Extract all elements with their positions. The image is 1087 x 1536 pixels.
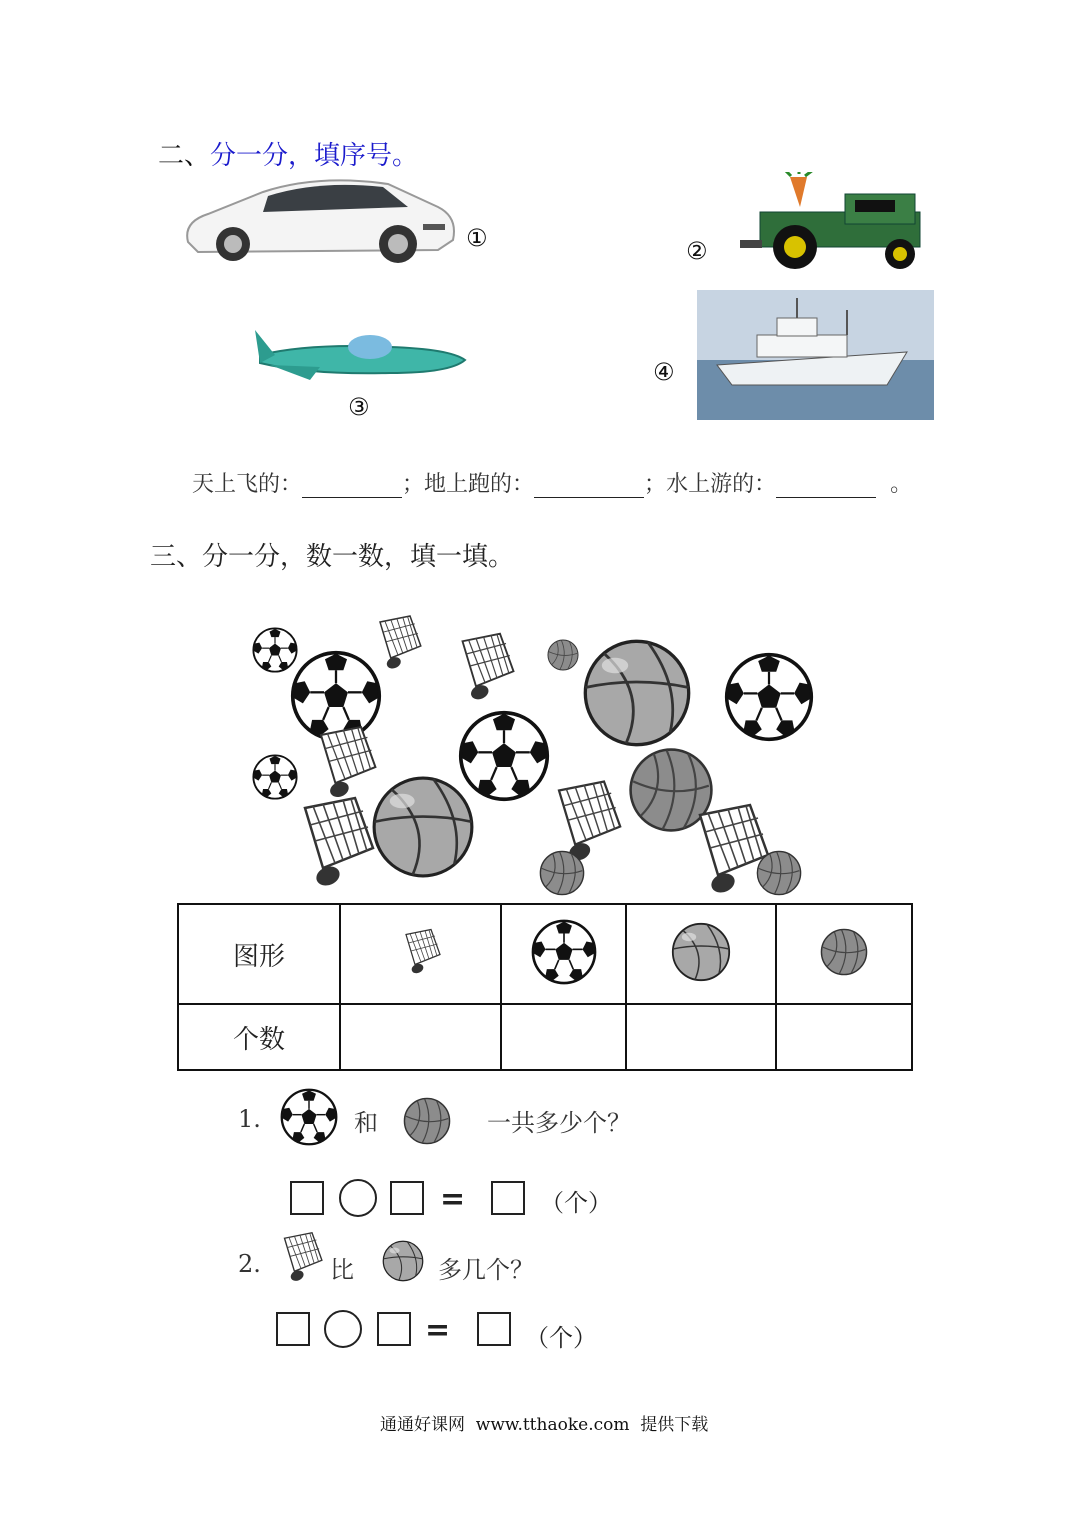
shuttlecock-icon (463, 634, 514, 702)
label-3: ③ (348, 393, 370, 421)
volleyball-icon (396, 1097, 458, 1145)
q2-equals: = (425, 1313, 451, 1348)
q1-answer-box[interactable] (491, 1181, 525, 1215)
section2-title: 二、分一分，填序号。 (158, 141, 419, 171)
shuttlecock-icon (305, 798, 373, 889)
table-row (178, 1004, 912, 1070)
plane-image (250, 325, 470, 385)
footer: 通通好课网 www.tthaoke.com 提供下载 (380, 1415, 709, 1435)
soccer-ball-icon (531, 919, 597, 985)
label-4: ④ (653, 358, 675, 386)
volleyball-icon (820, 922, 868, 982)
shuttlecock-icon (700, 805, 768, 896)
shuttlecock-icon (321, 727, 375, 800)
shuttlecock-count-cell[interactable] (340, 1004, 501, 1070)
shuttlecock-icon (559, 782, 620, 864)
basketball-icon (671, 922, 731, 982)
q2-number: 2. (238, 1250, 261, 1278)
soccer-count-cell[interactable] (501, 1004, 626, 1070)
soccer-ball-icon (280, 1088, 338, 1146)
q1-operand-box[interactable] (290, 1181, 324, 1215)
sky-answer-blank[interactable] (302, 475, 402, 498)
table-cell (626, 904, 776, 1004)
q1-operator-circle[interactable] (339, 1179, 377, 1217)
q1-question: 一共多少个？ (487, 1109, 631, 1137)
shuttlecock-icon (380, 616, 421, 671)
table-header-cell: 图形 (178, 904, 340, 1004)
basketball-icon (374, 778, 472, 876)
q2-question: 多几个？ (438, 1256, 534, 1284)
water-answer-blank[interactable] (776, 475, 876, 498)
basketball-icon (382, 1236, 424, 1286)
q2-answer-box[interactable] (477, 1312, 511, 1346)
volleyball-icon (757, 851, 800, 894)
land-answer-blank[interactable] (534, 475, 644, 498)
soccer-ball-icon (253, 755, 296, 798)
volleyball-count-cell[interactable] (776, 1004, 912, 1070)
table-header-cell: 个数 (178, 1004, 340, 1070)
sports-balls-picture (240, 605, 820, 900)
volleyball-icon (548, 640, 578, 670)
soccer-ball-icon (727, 655, 812, 740)
table-row (178, 904, 912, 1004)
ship-image (697, 290, 934, 420)
shuttlecock-icon (272, 1230, 330, 1285)
volleyball-icon (540, 851, 583, 894)
shuttlecock-icon (396, 921, 446, 983)
car-image (168, 172, 468, 272)
table-cell (340, 904, 501, 1004)
soccer-ball-icon (461, 713, 547, 799)
q1-number: 1. (238, 1105, 261, 1133)
q2-operator-circle[interactable] (324, 1310, 362, 1348)
count-table (177, 903, 913, 1071)
soccer-ball-icon (293, 653, 379, 739)
section2-questions: 天上飞的： ；地上跑的： ；水上游的： 。 (192, 472, 913, 497)
q2-operand-box[interactable] (377, 1312, 411, 1346)
section3-title: 三、分一分，数一数，填一填。 (150, 542, 515, 572)
q2-compare: 比 (330, 1256, 354, 1284)
q1-unit: （个） (540, 1189, 612, 1217)
q1-equals: = (440, 1182, 466, 1217)
q1-and: 和 (354, 1109, 378, 1137)
q1-operand-box[interactable] (390, 1181, 424, 1215)
label-2: ② (686, 237, 708, 265)
q2-operand-box[interactable] (276, 1312, 310, 1346)
tractor-image (735, 172, 925, 272)
basketball-icon (585, 641, 688, 744)
basketball-count-cell[interactable] (626, 1004, 776, 1070)
table-cell (776, 904, 912, 1004)
label-1: ① (466, 224, 488, 252)
q2-unit: （个） (525, 1324, 597, 1352)
volleyball-icon (631, 750, 712, 831)
soccer-ball-icon (253, 628, 296, 671)
table-cell (501, 904, 626, 1004)
